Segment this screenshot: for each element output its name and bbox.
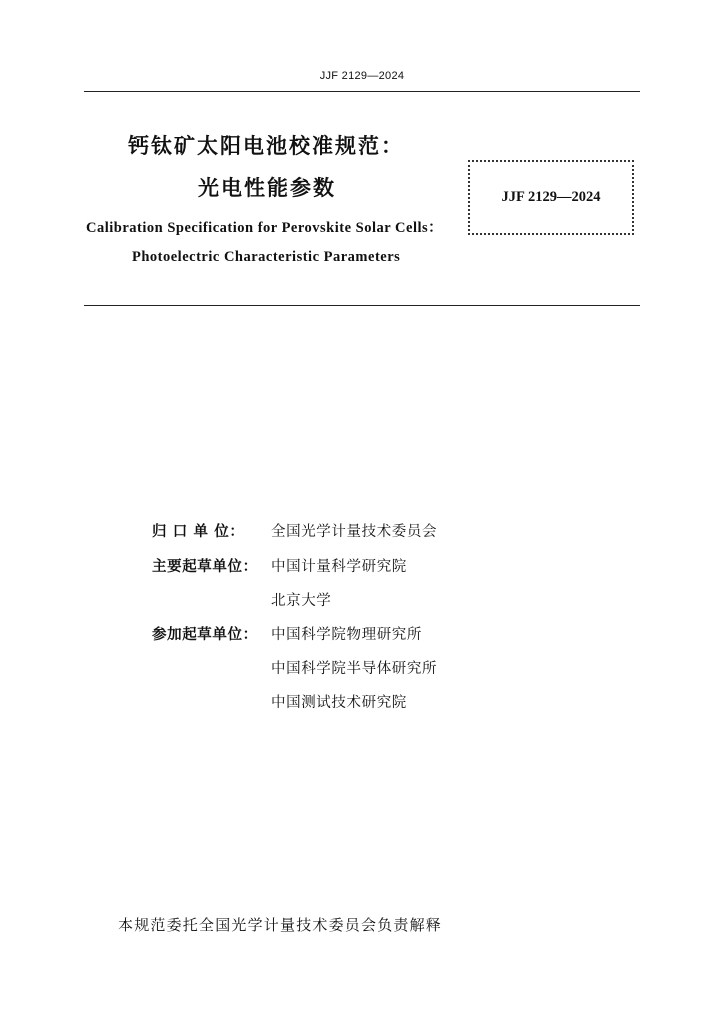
drafting-org-1: 中国计量科学研究院: [271, 559, 407, 575]
title-cn-line2: 光电性能参数: [198, 176, 336, 200]
header-code: JJF 2129—2024: [319, 70, 405, 82]
title-en-line1: Calibration Specification for Perovskite Solar Cells：: [86, 220, 444, 236]
code-box: [468, 160, 634, 235]
participating-label: 参加起草单位：: [152, 627, 258, 643]
code-box-text: JJF 2129—2024: [501, 189, 601, 205]
title-cn-line1: 钙钛矿太阳电池校准规范：: [128, 134, 404, 158]
title-rule: [84, 305, 640, 306]
responsible-label: 归 口 单 位：: [152, 524, 245, 540]
drafting-label: 主要起草单位：: [152, 559, 258, 575]
responsible-org: 全国光学计量技术委员会: [271, 524, 438, 540]
drafting-org-2: 北京大学: [271, 593, 332, 609]
header-rule: [84, 91, 640, 92]
participating-org-2: 中国科学院半导体研究所: [271, 661, 438, 677]
footer-interpretation: 本规范委托全国光学计量技术委员会负责解释: [118, 916, 443, 934]
participating-org-3: 中国测试技术研究院: [271, 695, 407, 711]
title-en-line2: Photoelectric Characteristic Parameters: [132, 249, 401, 265]
participating-org-1: 中国科学院物理研究所: [271, 627, 422, 643]
